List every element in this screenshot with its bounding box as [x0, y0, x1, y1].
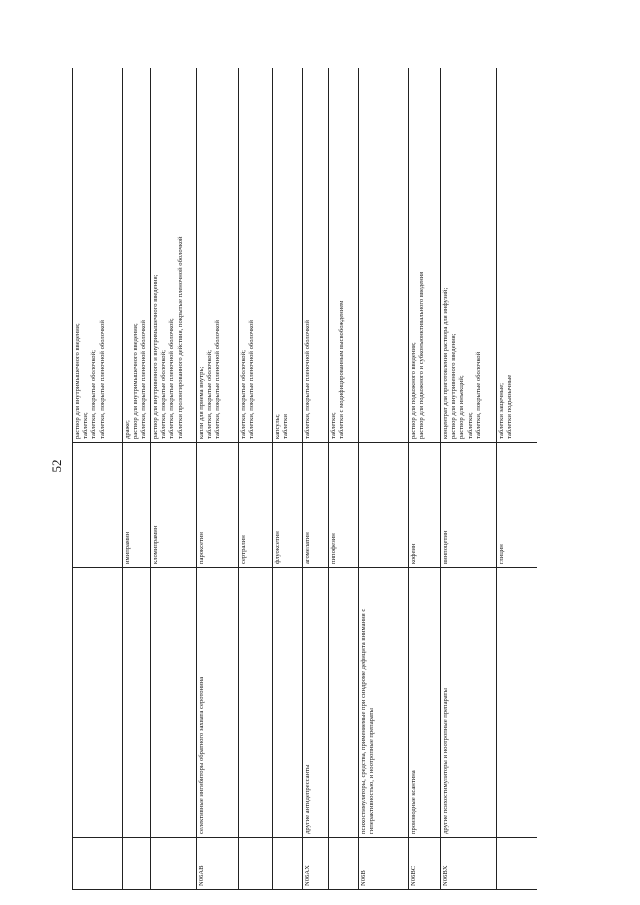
cell-drug	[359, 443, 409, 568]
cell-group	[239, 568, 273, 838]
cell-code: N06B	[359, 838, 409, 890]
cell-code	[273, 838, 303, 890]
cell-drug: кофеин	[409, 443, 441, 568]
cell-group: психостимуляторы, средства, применяемые при синдроме дефицита внимания с гиперактивностью, и ноотропные препараты	[359, 568, 409, 838]
cell-group: селективные ингибиторы обратного захвата серотонина	[197, 568, 239, 838]
cell-forms	[359, 68, 409, 443]
cell-code	[239, 838, 273, 890]
cell-forms: капли для приема внутрь; таблетки, покрытые оболочкой; таблетки, покрытые пленочной оболочкой	[197, 68, 239, 443]
cell-code	[497, 838, 538, 890]
cell-forms: таблетки, покрытые пленочной оболочкой	[303, 68, 329, 443]
cell-drug: агомелатин	[303, 443, 329, 568]
page-number: 52	[49, 459, 64, 473]
table-row	[151, 68, 197, 890]
cell-drug: винпоцетин	[441, 443, 497, 568]
cell-group: другие психостимуляторы и ноотропные препараты	[441, 568, 497, 838]
cell-code	[123, 838, 151, 890]
cell-group	[329, 568, 359, 838]
medication-table	[72, 68, 537, 890]
cell-code	[329, 838, 359, 890]
cell-forms: раствор для подкожного введения; раствор для подкожного и субконъюнктивального введения	[409, 68, 441, 443]
table-row	[303, 68, 329, 890]
cell-forms: раствор для внутримышечного введения; таблетки; таблетки, покрытые оболочкой; таблетки, покрытые пленочной оболочкой	[73, 68, 123, 443]
cell-group: производные ксантина	[409, 568, 441, 838]
cell-forms: драже; раствор для внутримышечного введения; таблетки, покрытые пленочной оболочкой	[123, 68, 151, 443]
cell-drug: сертралин	[239, 443, 273, 568]
cell-forms: раствор для внутривенного и внутримышечного введения; таблетки, покрытые оболочкой; таблетки, покрытые пленочной оболочкой; таблетки пролонгированного действия, покрытые пленочной оболочкой	[151, 68, 197, 443]
cell-drug: пароксетин	[197, 443, 239, 568]
cell-drug	[73, 443, 123, 568]
table-row	[273, 68, 303, 890]
table-row	[123, 68, 151, 890]
cell-code: N06BC	[409, 838, 441, 890]
cell-code: N06AB	[197, 838, 239, 890]
cell-forms: концентрат для приготовления раствора для инфузий; раствор для внутривенного введения; раствор для инъекций; таблетки; таблетки, покрытые оболочкой	[441, 68, 497, 443]
cell-drug: глицин	[497, 443, 538, 568]
table-row	[73, 68, 123, 890]
cell-group	[151, 568, 197, 838]
cell-drug: имипрамин	[123, 443, 151, 568]
table-row	[409, 68, 441, 890]
table-row	[497, 68, 538, 890]
cell-group	[273, 568, 303, 838]
table-row	[197, 68, 239, 890]
cell-group	[123, 568, 151, 838]
cell-group	[73, 568, 123, 838]
cell-code	[151, 838, 197, 890]
cell-code: N06BX	[441, 838, 497, 890]
cell-drug: пипофезин	[329, 443, 359, 568]
table-row	[359, 68, 409, 890]
cell-forms: таблетки, покрытые оболочкой; таблетки, покрытые пленочной оболочкой	[239, 68, 273, 443]
cell-code: N06AX	[303, 838, 329, 890]
cell-group	[497, 568, 538, 838]
table-container	[72, 68, 537, 890]
cell-group: другие антидепрессанты	[303, 568, 329, 838]
cell-code	[73, 838, 123, 890]
table-row	[441, 68, 497, 890]
cell-forms: таблетки; таблетки с модифицированным высвобождением	[329, 68, 359, 443]
cell-drug: кломипрамин	[151, 443, 197, 568]
cell-drug: флуоксетин	[273, 443, 303, 568]
cell-forms: капсулы; таблетки	[273, 68, 303, 443]
table-row	[329, 68, 359, 890]
cell-forms: таблетки защечные; таблетки подъязычные	[497, 68, 538, 443]
table-row	[239, 68, 273, 890]
